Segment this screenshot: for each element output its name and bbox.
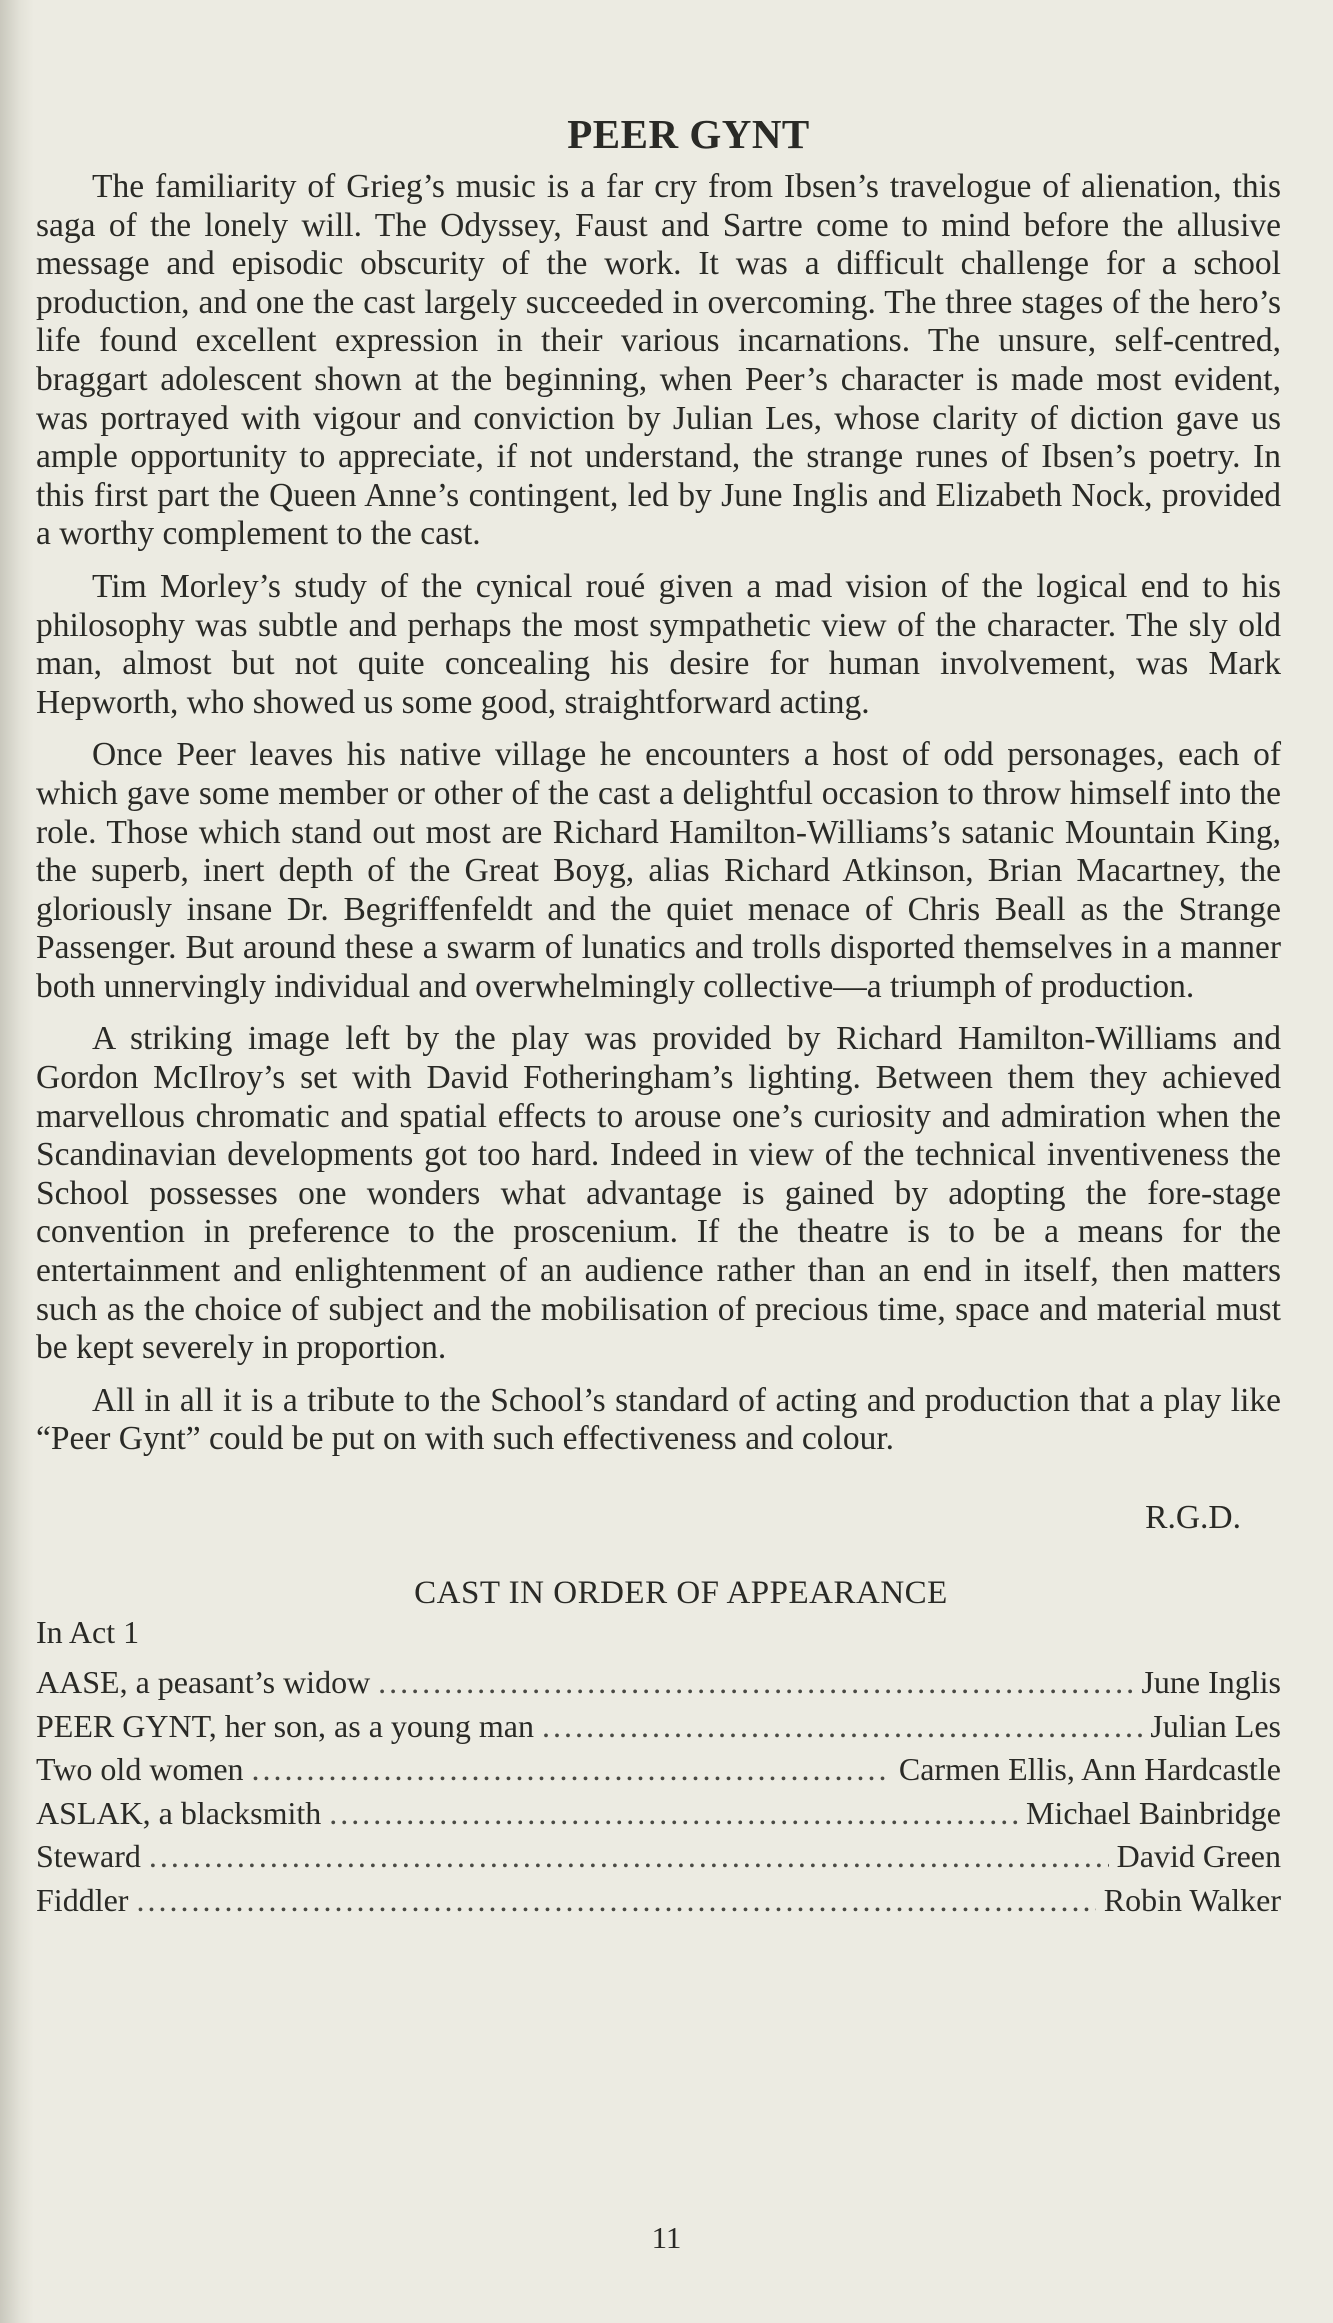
- page-content: [36, 110, 1281, 1922]
- review-paragraph-1: The familiarity of Grieg’s music is a far cry from Ibsen’s travelogue of alienation, this saga of the lonely will. The Odyssey, Faust and Sartre come to mind before the allusive message and episodic obscurity of the work. It was a difficult challenge for a school production, and one the cast largely succeeded in overcoming. The three stages of the hero’s life found excellent expression in their various incarnations. The unsure, self-centred, braggart adolescent shown at the beginning, when Peer’s character is made most evident, was portrayed with vigour and conviction by Julian Les, whose clarity of diction gave us ample opportunity to appreciate, if not understand, the strange runes of Ibsen’s poetry. In this first part the Queen Anne’s contingent, led by June Inglis and Elizabeth Nock, provided a worthy complement to the cast.: [36, 168, 1281, 553]
- cast-list: [36, 1661, 1281, 1922]
- dot-leader: [149, 1835, 1109, 1879]
- cast-actor: Carmen Ellis, Ann Hardcastle: [898, 1751, 1281, 1787]
- dot-leader: [542, 1705, 1142, 1749]
- review-paragraph-3: Once Peer leaves his native village he encounters a host of odd personages, each of which gave some member or other of the cast a delightful occasion to throw himself into the role. Those which stand out most are Richard Hamilton-Williams’s satanic Mountain King, the superb, inert depth of the Great Boyg, alias Richard Atkinson, Brian Macartney, the gloriously insane Dr. Begriffenfeldt and the quiet menace of Chris Beall as the Strange Passenger. But around these a swarm of lunatics and trolls disported themselves in a manner both unnervingly individual and overwhelmingly collective—a triumph of production.: [36, 736, 1281, 1005]
- cast-role: Fiddler: [36, 1881, 129, 1918]
- page-title: PEER GYNT: [567, 111, 810, 157]
- act-label: In Act 1: [36, 1614, 140, 1650]
- cast-actor: Michael Bainbridge: [1025, 1794, 1281, 1831]
- cast-role: Steward: [36, 1838, 141, 1874]
- page-number: 11: [651, 2220, 682, 2255]
- cast-row: [36, 1748, 1281, 1792]
- dot-leader: [378, 1661, 1133, 1705]
- reviewer-initials: R.G.D.: [1145, 1499, 1241, 1536]
- cast-role: Two old women: [36, 1751, 244, 1787]
- cast-role: PEER GYNT, her son, as a young man: [36, 1707, 534, 1744]
- cast-actor: David Green: [1116, 1838, 1281, 1874]
- cast-actor: June Inglis: [1141, 1664, 1281, 1700]
- review-paragraph-2: Tim Morley’s study of the cynical roué given a mad vision of the logical end to his philosophy was subtle and perhaps the most sympathetic view of the character. The sly old man, almost but not quite concealing his desire for human involvement, was Mark Hepworth, who showed us some good, straightforward acting.: [36, 567, 1281, 721]
- cast-role: AASE, a peasant’s widow: [36, 1664, 371, 1700]
- dot-leader: [329, 1792, 1018, 1836]
- dot-leader: [136, 1879, 1095, 1923]
- cast-row: [36, 1661, 1281, 1705]
- cast-row: [36, 1705, 1281, 1749]
- cast-actor: Julian Les: [1150, 1707, 1281, 1744]
- cast-row: [36, 1835, 1281, 1879]
- dot-leader: [252, 1748, 891, 1792]
- cast-actor: Robin Walker: [1103, 1881, 1281, 1918]
- cast-row: [36, 1879, 1281, 1923]
- cast-row: [36, 1792, 1281, 1836]
- review-paragraph-5: All in all it is a tribute to the School’s standard of acting and production that a play like “Peer Gynt” could be put on with such effectiveness and colour.: [36, 1381, 1281, 1458]
- binding-shadow: [0, 0, 34, 2323]
- cast-role: ASLAK, a blacksmith: [36, 1794, 322, 1831]
- review-paragraph-4: A striking image left by the play was provided by Richard Hamilton-Williams and Gordon McIlroy’s set with David Fotheringham’s lighting. Between them they achieved marvellous chromatic and spatial effects to arouse one’s curiosity and admiration when the Scandinavian developments got too hard. Indeed in view of the technical inventiveness the School possesses one wonders what advantage is gained by adopting the fore-stage convention in preference to the proscenium. If the theatre is to be a means for the entertainment and enlightenment of an audience rather than an end in itself, then matters such as the choice of subject and the mobilisation of precious time, space and material must be kept severely in proportion.: [36, 1020, 1281, 1367]
- cast-heading: CAST IN ORDER OF APPEARANCE: [414, 1575, 948, 1611]
